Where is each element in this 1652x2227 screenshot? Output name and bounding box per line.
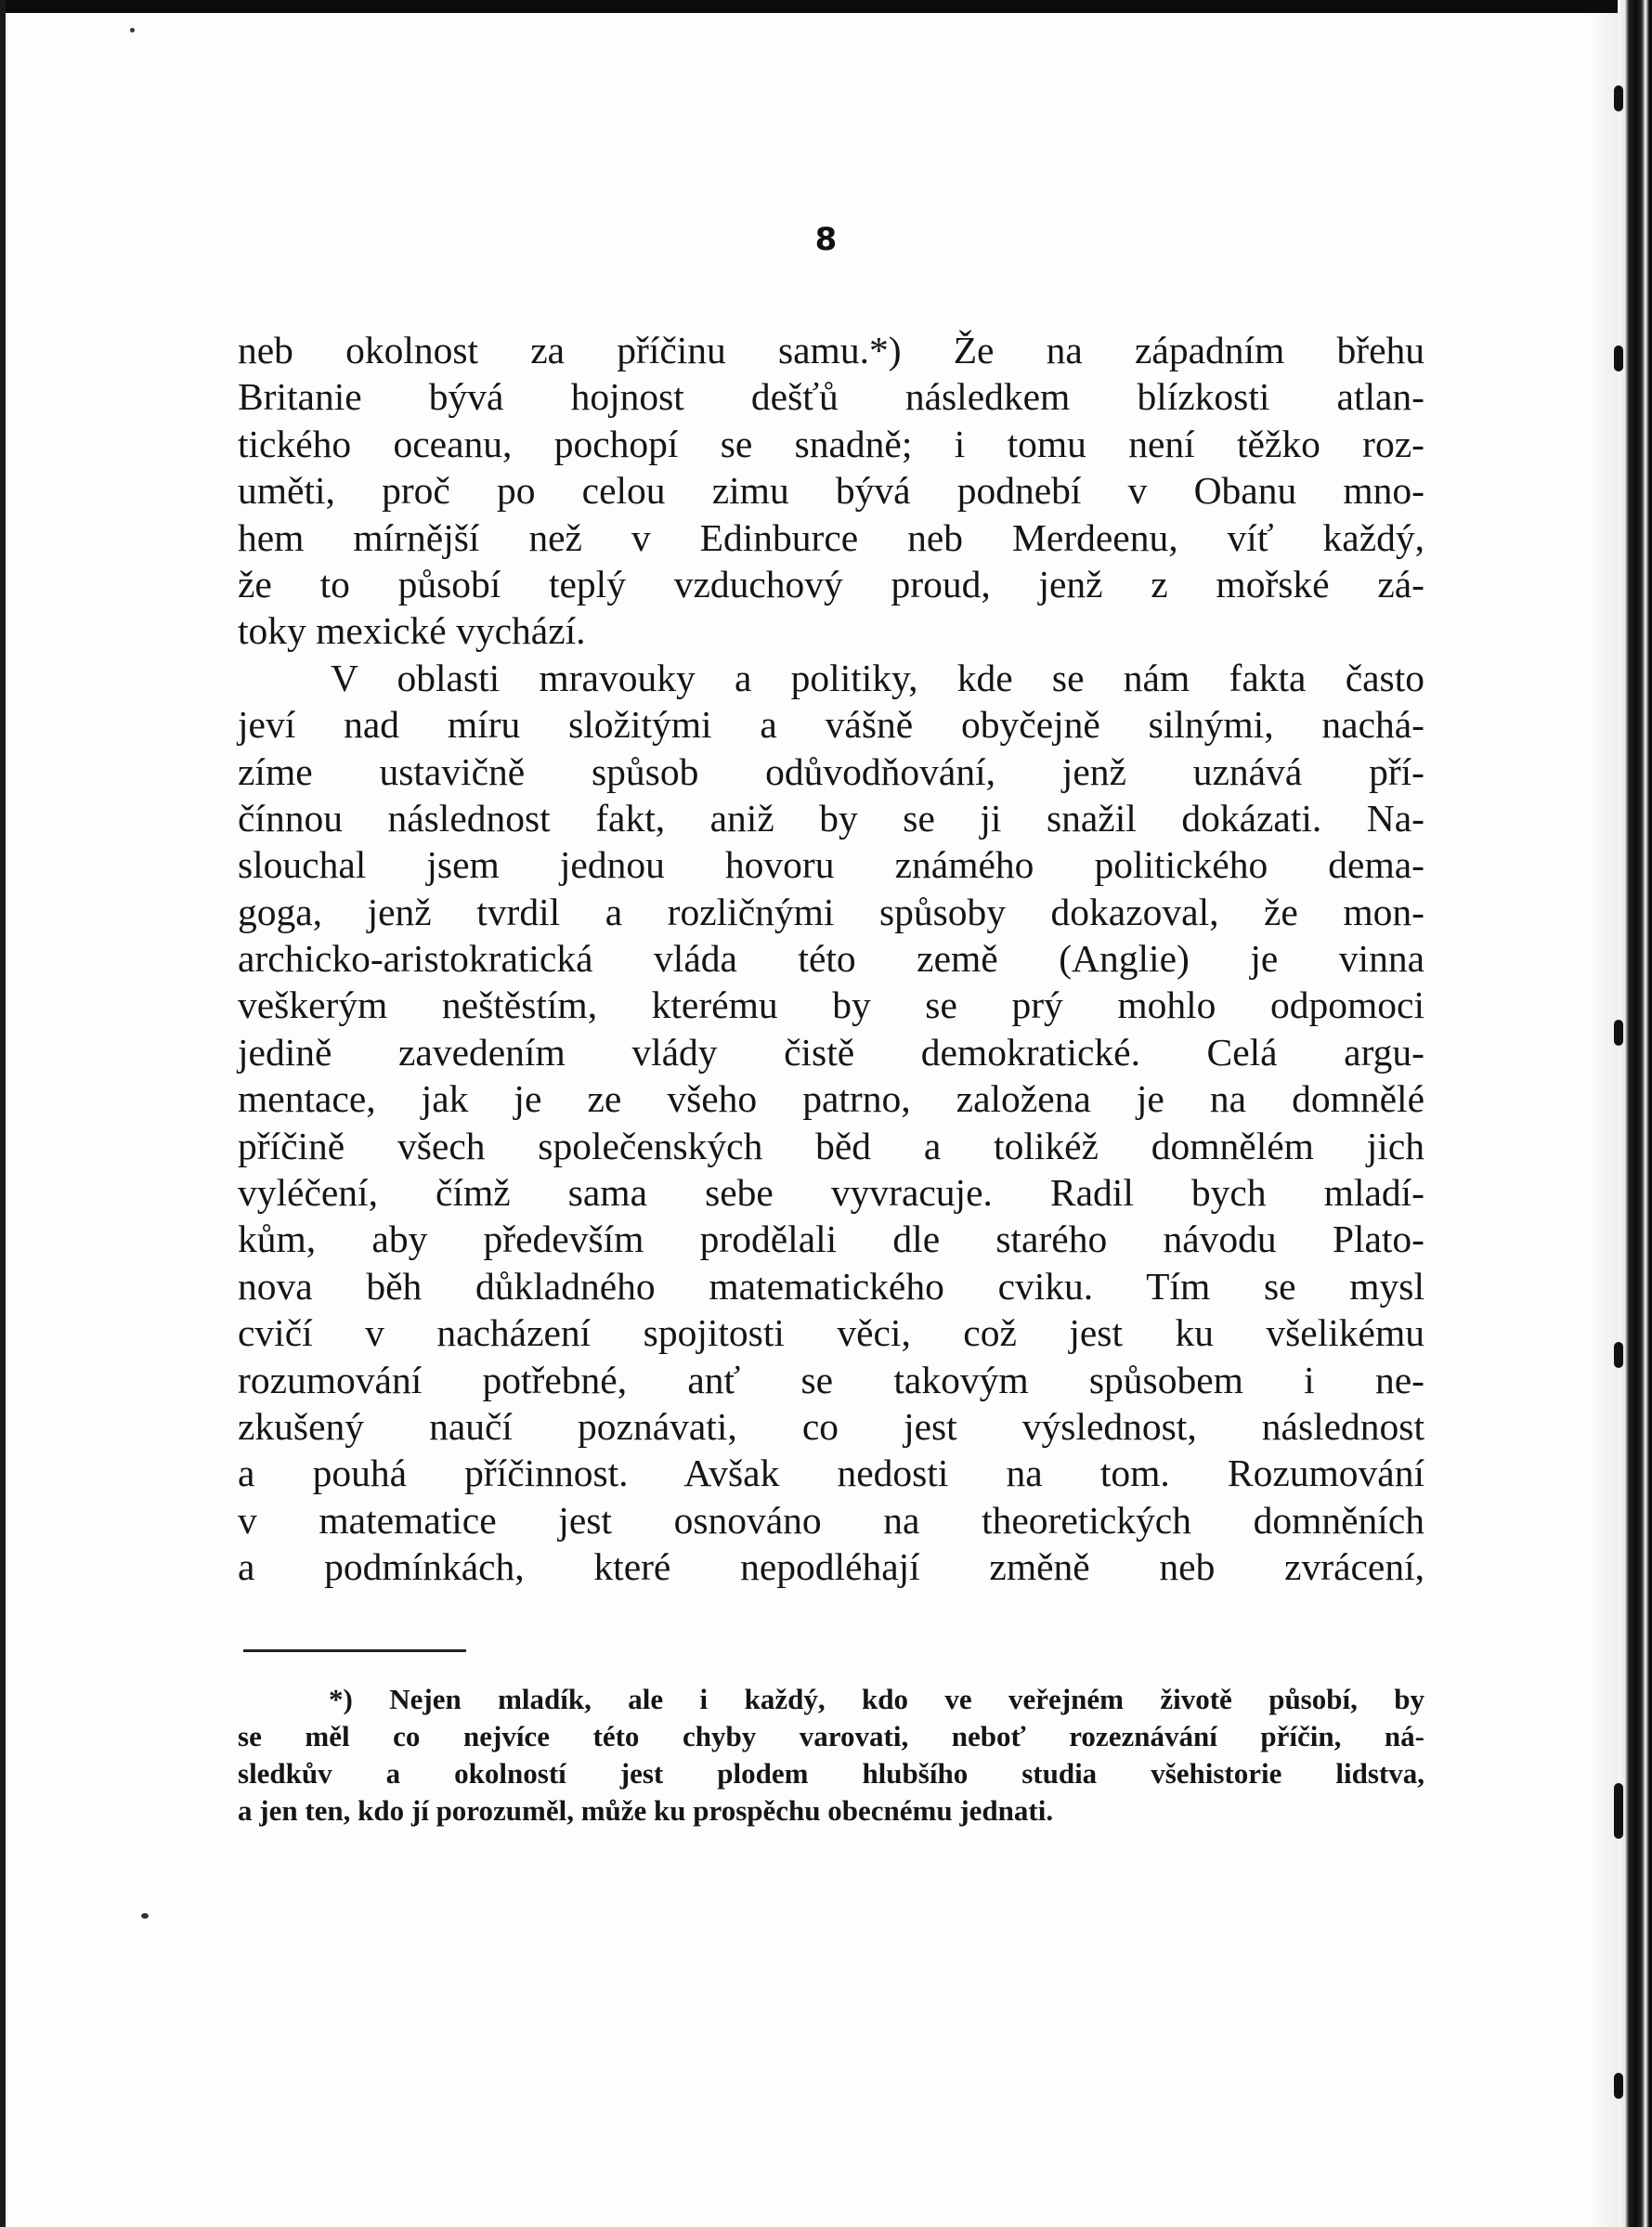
text-line: zíme ustavičně spůsob odůvodňování, jenž uznává pří- bbox=[238, 749, 1424, 793]
text-line: goga, jenž tvrdil a rozličnými spůsoby dokazoval, že mon- bbox=[238, 890, 1424, 933]
text-line: archicko-aristokratická vláda této země (Anglie) je vinna bbox=[238, 937, 1424, 981]
left-scan-border bbox=[0, 0, 6, 2227]
binding-stitch bbox=[1614, 1020, 1623, 1046]
text-line: slouchal jsem jednou hovoru známého politického dema- bbox=[238, 843, 1424, 887]
text-line: že to působí teplý vzduchový proud, jenž z mořské zá- bbox=[238, 562, 1424, 606]
footnote-line: *) Nejen mladík, ale i každý, kdo ve veřejném životě působí, by bbox=[329, 1683, 1424, 1715]
binding-stitch bbox=[1614, 85, 1623, 111]
footnote-line: a jen ten, kdo jí porozuměl, může ku prospěchu obecnému jednati. bbox=[238, 1794, 1054, 1827]
text-line: cvičí v nacházení spojitosti věci, což jest ku všelikému bbox=[238, 1311, 1424, 1355]
text-line: uměti, proč po celou zimu bývá podnebí v Obanu mno- bbox=[238, 469, 1424, 513]
text-line: neb okolnost za příčinu samu.*) Že na západním břehu bbox=[238, 329, 1424, 371]
text-line: a podmínkách, které nepodléhají změně neb zvrácení, bbox=[238, 1545, 1424, 1589]
text-line: kům, aby především prodělali dle starého návodu Plato- bbox=[238, 1218, 1424, 1261]
text-line: jeví nad míru složitými a vášně obyčejně silnými, nachá- bbox=[238, 703, 1424, 747]
footnote-line: sledkův a okolností jest plodem hlubšího studia všehistorie lidstva, bbox=[238, 1757, 1424, 1790]
binding-stitch bbox=[1614, 1342, 1623, 1368]
text-line: Britanie bývá hojnost dešťů následkem blízkosti atlan- bbox=[238, 375, 1424, 419]
text-line: rozumování potřebné, anť se takovým spůsobem i ne- bbox=[238, 1358, 1424, 1401]
text-line: a pouhá příčinnost. Avšak nedosti na tom. Rozumování bbox=[238, 1452, 1424, 1495]
text-line: vyléčení, čímž sama sebe vyvracuje. Radil bych mladí- bbox=[238, 1171, 1424, 1215]
text-line: příčině všech společenských běd a tolikéž domnělém jich bbox=[238, 1124, 1424, 1167]
footnote bbox=[238, 1681, 1424, 1830]
text-line: tického oceanu, pochopí se snadně; i tomu není těžko roz- bbox=[238, 422, 1424, 465]
scan-speck bbox=[141, 1913, 149, 1919]
text-line: v matematice jest osnováno na theoretických domněních bbox=[238, 1498, 1424, 1542]
text-line: jedině zavedením vlády čistě demokratické. Celá argu- bbox=[238, 1030, 1424, 1074]
binding-stitch bbox=[1614, 1783, 1623, 1839]
text-line: V oblasti mravouky a politiky, kde se nám fakta často bbox=[331, 656, 1424, 699]
text-line: mentace, jak je ze všeho patrno, založena je na domnělé bbox=[238, 1077, 1424, 1121]
top-scan-border bbox=[0, 0, 1652, 13]
scan-speck bbox=[130, 28, 135, 33]
binding-stitch bbox=[1614, 345, 1623, 371]
text-line: nova běh důkladného matematického cviku. Tím se mysl bbox=[238, 1264, 1424, 1308]
text-line: veškerým neštěstím, kterému by se prý mohlo odpomoci bbox=[238, 983, 1424, 1027]
text-line: hem mírnější než v Edinburce neb Merdeenu, víť každý, bbox=[238, 515, 1424, 559]
binding-stitch bbox=[1614, 2073, 1623, 2099]
footnote-divider bbox=[243, 1649, 466, 1652]
text-line: toky mexické vychází. bbox=[238, 609, 586, 653]
book-binding-edge bbox=[1618, 0, 1652, 2227]
body-text bbox=[238, 327, 1424, 1591]
text-line: zkušený naučí poznávati, co jest výslednost, následnost bbox=[238, 1404, 1424, 1448]
text-line: čínnou následnost fakt, aniž by se ji snažil dokázati. Na- bbox=[238, 796, 1424, 840]
page-number: 8 bbox=[814, 221, 838, 258]
binding-shadow bbox=[1588, 0, 1618, 2227]
footnote-line: se měl co nejvíce této chyby varovati, neboť rozeznávání příčin, ná- bbox=[238, 1720, 1424, 1752]
